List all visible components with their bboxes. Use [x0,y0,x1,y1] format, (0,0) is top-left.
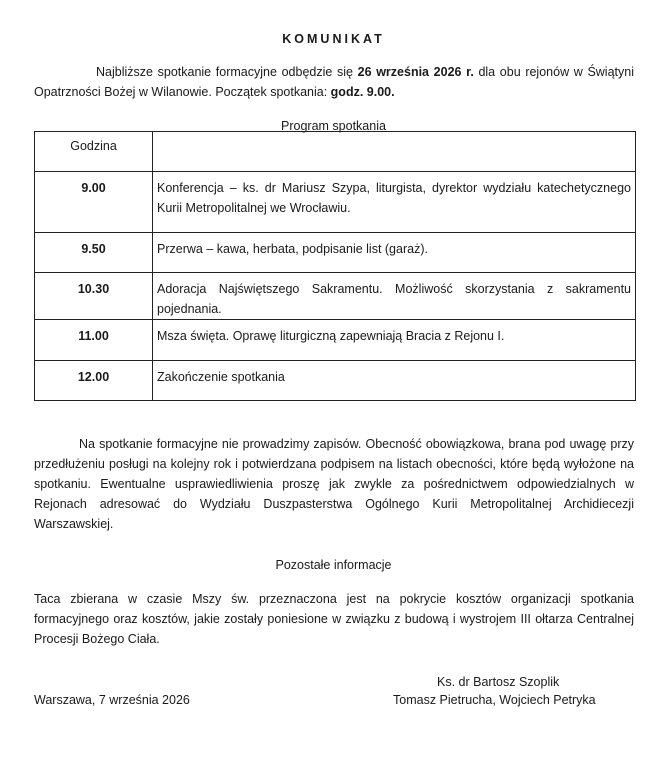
meeting-date: 26 września 2026 r. [357,65,474,79]
place-and-date: Warszawa, 7 września 2026 [34,693,190,707]
start-time: godz. 9.00. [330,85,395,99]
table-header-row [35,132,636,172]
document-title: KOMUNIKAT [282,32,385,46]
table-row [35,233,636,273]
program-table [34,131,636,401]
row-description: Msza święta. Oprawę liturgiczną zapewniają Bracia z Rejonu I. [153,320,636,361]
row-time: 9.00 [35,172,153,233]
table-row [35,172,636,233]
signature-line-2: Tomasz Pietrucha, Wojciech Petryka [393,693,596,707]
other-info-title: Pozostałe informacje [275,558,392,572]
row-description: Przerwa – kawa, herbata, podpisanie list (garaż). [153,233,636,273]
intro-paragraph [34,62,634,102]
row-description: Konferencja – ks. dr Mariusz Szypa, liturgista, dyrektor wydziału katechetycznego Kurii Metropolitalnej we Wrocławiu. [153,172,636,233]
signature-line-1: Ks. dr Bartosz Szoplik [437,675,560,689]
table-row [35,320,636,361]
program-title: Program spotkania [281,119,386,133]
row-description: Adoracja Najświętszego Sakramentu. Możliwość skorzystania z sakramentu pojednania. [153,273,636,320]
table-row [35,273,636,320]
row-time: 9.50 [35,233,153,273]
table-row [35,361,636,401]
header-description [153,132,636,172]
header-hour: Godzina [35,132,153,172]
attendance-text: Na spotkanie formacyjne nie prowadzimy zapisów. Obecność obowiązkowa, brana pod uwagę przy przedłużeniu posługi na kolejny rok i potwierdzana podpisem na listach obecności, które będą wyłożone na spotkaniu. Ewentualne usprawiedliwienia proszę jak zwykle za pośrednictwem odpowiedzialnych w Rejonach adresować do Wydziału Duszpasterstwa Ogólnego Kurii Metropolitalnej Archidiecezji Warszawskiej. [34,437,634,531]
row-description: Zakończenie spotkania [153,361,636,401]
attendance-paragraph [34,434,634,534]
intro-text-1: Najbliższe spotkanie formacyjne odbędzie się [96,65,358,79]
row-time: 11.00 [35,320,153,361]
row-time: 10.30 [35,273,153,320]
other-info-paragraph: Taca zbierana w czasie Mszy św. przeznaczona jest na pokrycie kosztów organizacji spotkania formacyjnego oraz kosztów, jakie zostały poniesione w związku z budową i wystrojem III ołtarza Centralnej Procesji Bożego Ciała. [34,592,634,646]
row-time: 12.00 [35,361,153,401]
intro-text-2: dla obu rejonów w Świątyni Opatrzności Bożej w Wilanowie. Początek spotkania: [34,65,634,99]
